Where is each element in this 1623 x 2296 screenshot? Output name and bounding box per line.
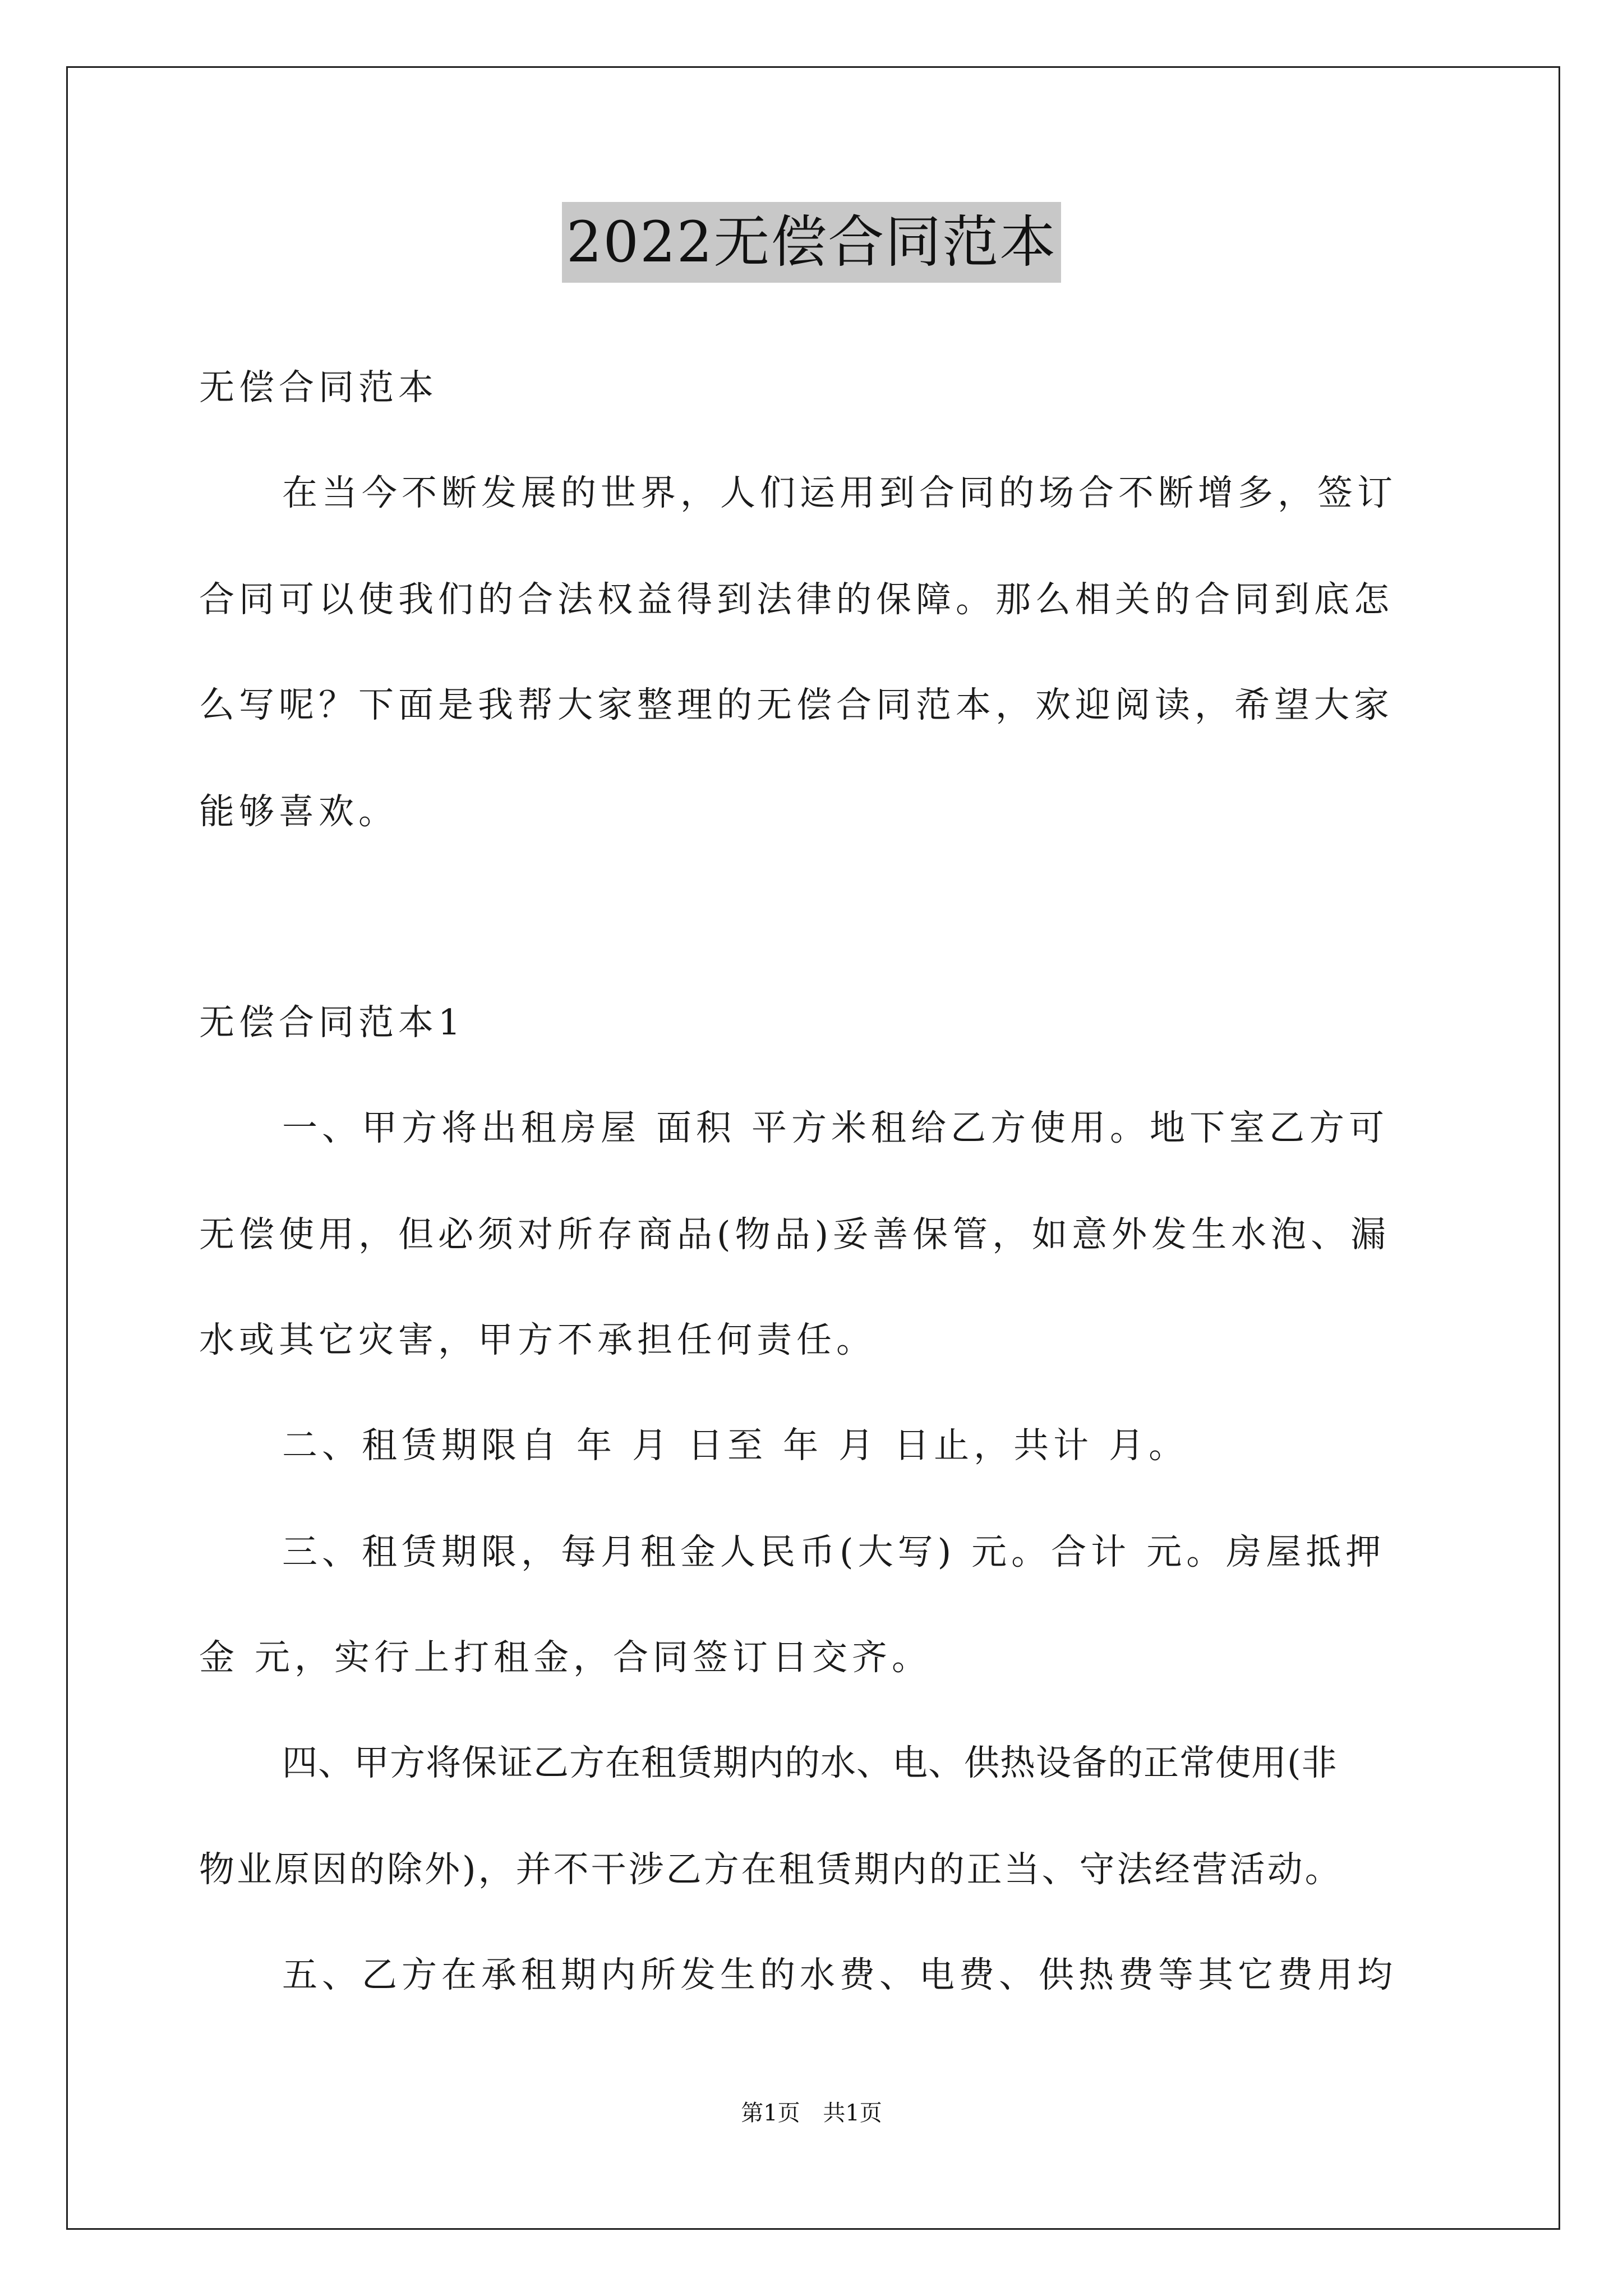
paragraph-line: 物业原因的除外)，并不干涉乙方在租赁期内的正当、守法经营活动。 xyxy=(199,1849,1343,1890)
paragraph-line: 无偿使用，但必须对所存商品(物品)妥善保管，如意外发生水泡、漏 xyxy=(199,1214,1391,1255)
document-title: 2022无偿合同范本 xyxy=(562,202,1062,283)
section-heading: 无偿合同范本1 xyxy=(199,1002,465,1043)
title-container xyxy=(0,202,1623,283)
paragraph-line: 三、租赁期限，每月租金人民币(大写) 元。合计 元。房屋抵押 xyxy=(282,1531,1386,1572)
paragraph-line: 二、租赁期限自 年 月 日至 年 月 日止，共计 月。 xyxy=(282,1425,1189,1466)
page-number: 第1页 xyxy=(741,2100,800,2126)
paragraph-line: 金 元，实行上打租金，合同签订日交齐。 xyxy=(199,1637,932,1678)
paragraph-line: 能够喜欢。 xyxy=(199,791,398,832)
paragraph-line: 合同可以使我们的合法权益得到法律的保障。那么相关的合同到底怎 xyxy=(199,579,1394,620)
page-total: 共1页 xyxy=(823,2100,882,2126)
paragraph-line: 四、甲方将保证乙方在租赁期内的水、电、供热设备的正常使用(非 xyxy=(282,1742,1338,1783)
paragraph-line: 水或其它灾害，甲方不承担任何责任。 xyxy=(199,1319,876,1360)
page-footer xyxy=(0,2099,1623,2127)
paragraph-line: 五、乙方在承租期内所发生的水费、电费、供热费等其它费用均 xyxy=(282,1954,1397,1995)
section-heading: 无偿合同范本 xyxy=(199,367,438,408)
paragraph-line: 在当今不断发展的世界，人们运用到合同的场合不断增多，签订 xyxy=(282,472,1397,513)
paragraph-line: 一、甲方将出租房屋 面积 平方米租给乙方使用。地下室乙方可 xyxy=(282,1107,1389,1148)
paragraph-line: 么写呢？下面是我帮大家整理的无偿合同范本，欢迎阅读，希望大家 xyxy=(199,684,1394,725)
